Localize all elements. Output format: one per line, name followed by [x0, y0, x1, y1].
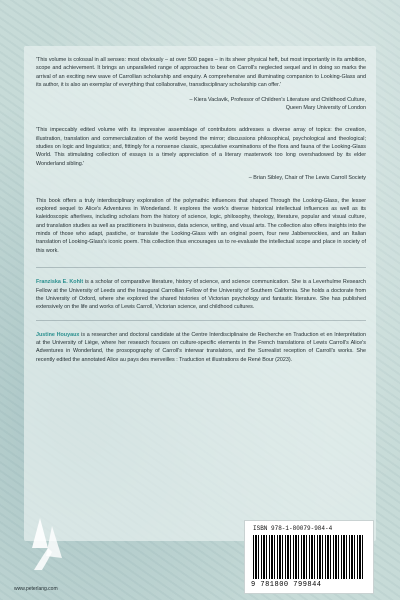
author-bio-text: is a researcher and doctoral candidate at the Centre Interdisciplinaire de Recherche en Traduction et en Interprétation at the University of Liège, where her research focuses on culture-specific elements in the French translations of Lewis Carroll's Alice's Adventures in Wonderland, the prosopography of Carroll's interwar translators, and the Surrealist reception of Carroll's works. She recently edited the annotated Alice au pays des merveilles : Traduction et illustrations de René Bour (2023). — [36, 331, 366, 363]
publisher-logo — [18, 508, 88, 588]
author-name: Franziska E. Kohlt — [36, 279, 84, 286]
peter-lang-logo-icon — [18, 508, 88, 588]
barcode-digits: 9 781800 799844 — [251, 581, 322, 589]
attribution-line: – Kiera Vaclavik, Professor of Children's Literature and Childhood Culture, — [189, 96, 366, 103]
quote-attribution-2 — [36, 174, 366, 182]
attribution-line: Queen Mary University of London — [285, 104, 366, 111]
author-name: Justine Houyaux — [36, 331, 80, 338]
author-bio-text: is a scholar of comparative literature, history of science, and science communication. She is a Leverhulme Research Fellow at the University of Leeds and the Inaugural Carrollian Fellow of the University of Southern California. She holds a doctorate from the University of Oxford, where she explored the shared histories of Victorian psychology and fantastic literature. She has published extensively on the life and works of Lewis Carroll, Victorian science, and childhood cultures. — [36, 279, 366, 311]
divider — [36, 267, 366, 268]
quote-kiera-vaclavik: 'This volume is colossal in all senses: most obviously – at over 500 pages – in its sheer physical heft, but most importantly in its ambition, scope and achievement. It brings an unparalleled range of approaches to bear on Carroll's neglected sequel and in doing so marks the arrival of an exciting new wave of Carrollian scholarship and enquiry. A comprehensive and illuminating companion to Looking-Glass and its author, it is also an exemplar of everything that collaborative, transdisciplinary scholarship can offer.' — [36, 57, 366, 89]
isbn-barcode-box — [244, 520, 374, 594]
divider — [36, 320, 366, 321]
author-bio-houyaux — [36, 331, 366, 365]
author-bio-kohlt — [36, 278, 366, 312]
barcode-icon — [253, 535, 365, 579]
isbn-label: ISBN 978-1-80079-984-4 — [253, 525, 333, 532]
attribution-line: – Brian Sibley, Chair of The Lewis Carroll Society — [248, 175, 366, 182]
book-description: This book offers a truly interdisciplinary exploration of the polymathic influences that shaped Through the Looking-Glass, the lesser explored sequel to Alice's Adventures in Wonderland. It explores the work's diverse historical intellectual influences as well as its kaleidoscopic afterlives, including scholars from the history of science, logic, philosophy, theology, literature, popular and visual culture, and translation studies as well as practitioners in business, data science, writing, and visual arts. The collection also offers insights into the minds of those who adapt, pastiche, or translate the Looking-Glass with an original poem, four new Jabberwockies, and an Italian translation of Looking-Glass's iconic poem. This collection thus encourages us to re-evaluate the intellectual scope and place in society of this work. — [36, 197, 366, 254]
publisher-url: www.peterlang.com — [14, 586, 58, 592]
quote-attribution-1 — [36, 96, 366, 113]
quote-brian-sibley: 'This impeccably edited volume with its impressive assemblage of contributors addresses a diverse array of topics: the creation, illustration, translation and commercialization of the world beyond the mirror; discussions philosophical, psychological and theological; studies on logic and linguistics; and, fittingly for a nonsense classic, speculative examinations of the flora and fauna of the Looking-Glass World. This stimulating collection of essays is a timely appreciation of a literary masterwork too long overshadowed by its elder Wonderland sibling.' — [36, 127, 366, 167]
back-cover-content — [36, 56, 366, 372]
